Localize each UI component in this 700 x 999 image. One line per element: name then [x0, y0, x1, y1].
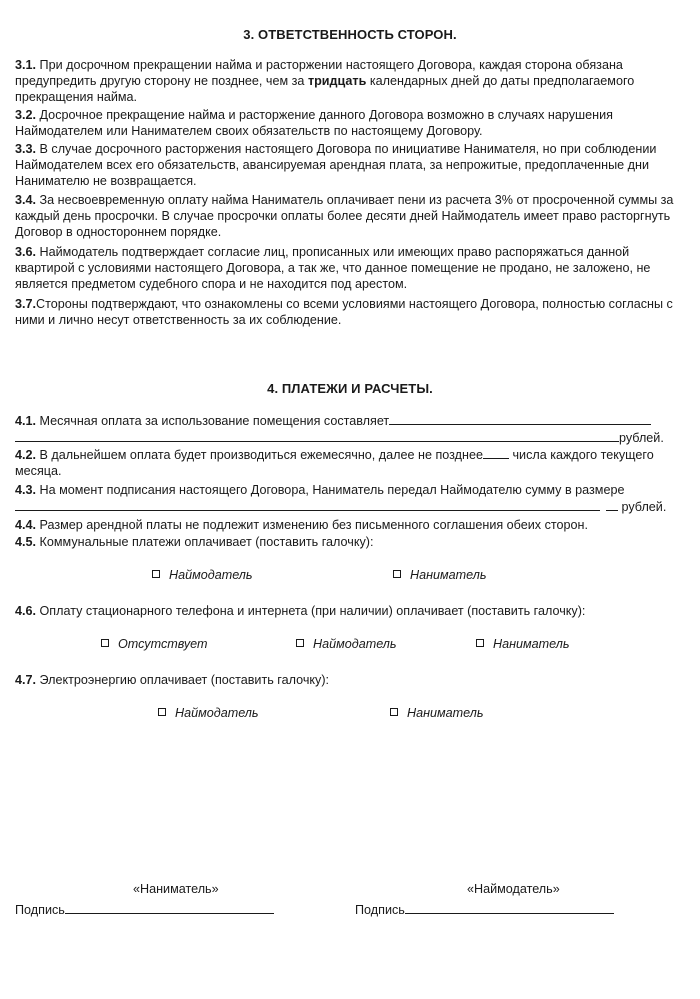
clause-3-3: 3.3. В случае досрочного расторжения настоящего Договора по инициативе Нанимателя, но при соблюдении Наймодателем всех его обязательств, авансируемая арендная плата, за непрожитые, предоплаченные дни Нанимателю не возвращается.: [15, 142, 657, 188]
clause-4-4: 4.4. Размер арендной платы не подлежит изменению без письменного соглашения обеих сторон.: [15, 518, 588, 532]
clause-4-7: 4.7. Электроэнергию оплачивает (поставить галочку):: [15, 673, 330, 687]
checkbox-option-tenant[interactable]: Наниматель: [476, 637, 569, 651]
clause-number: 3.7.: [15, 297, 37, 311]
deposit-blank-line[interactable]: [15, 499, 600, 511]
day-blank-line[interactable]: [483, 447, 509, 459]
checkbox-option-tenant[interactable]: Наниматель: [393, 568, 486, 582]
amount-blank-line[interactable]: [389, 413, 651, 425]
clause-3-7: 3.7.Стороны подтверждают, что ознакомлены со всеми условиями настоящего Договора, полностью согласны с ними и лично несут ответственность за их соблюдение.: [15, 297, 673, 327]
clause-4-2: 4.2. В дальнейшем оплата будет производиться ежемесячно, далее не позднее числа каждого текущего месяца.: [15, 448, 654, 478]
checkbox-icon[interactable]: [390, 708, 398, 716]
clause-number: 4.6.: [15, 604, 37, 618]
clause-4-1-cont: рублей.: [15, 430, 687, 446]
clause-4-6: 4.6. Оплату стационарного телефона и интернета (при наличии) оплачивает (поставить галочку):: [15, 604, 586, 618]
checkbox-option-tenant[interactable]: Наниматель: [390, 706, 483, 720]
checkbox-icon[interactable]: [158, 708, 166, 716]
clause-3-4: 3.4. За несвоевременную оплату найма Наниматель оплачивает пени из расчета 3% от просроченной суммы за каждый день просрочки. В случае просрочки оплаты более десяти дней Наймодатель имеет право расторгнуть Договор в одностороннем порядке.: [15, 193, 674, 239]
landlord-signature-line: Подпись: [355, 902, 614, 917]
clause-number: 3.4.: [15, 193, 37, 207]
clause-4-1: 4.1. Месячная оплата за использование помещения составляет: [15, 413, 687, 429]
checkbox-option-landlord[interactable]: Наймодатель: [296, 637, 397, 651]
tenant-signature-title: «Наниматель»: [133, 882, 219, 896]
amount-words-blank-line[interactable]: [15, 430, 619, 442]
clause-3-1: 3.1. При досрочном прекращении найма и расторжении настоящего Договора, каждая сторона обязана предупредить другую сторону не позднее, чем за тридцать календарных дней до даты предполагаемого прекращения найма.: [15, 58, 635, 104]
checkbox-option-landlord[interactable]: Наймодатель: [152, 568, 253, 582]
clause-number: 4.5.: [15, 535, 37, 549]
clause-3-6: 3.6. Наймодатель подтверждает согласие лиц, прописанных или имеющих право распоряжаться данной квартирой с условиями настоящего Договора, а так же, что данное помещение не продано, не заложено, не является предметом судебного спора и не находится под арестом.: [15, 245, 651, 291]
clause-4-3-cont: рублей.: [15, 499, 687, 515]
clause-number: 3.2.: [15, 108, 37, 122]
checkbox-option-none[interactable]: Отсутствует: [101, 637, 208, 651]
section-3-title: 3. ОТВЕТСТВЕННОСТЬ СТОРОН.: [243, 27, 457, 42]
checkbox-icon[interactable]: [101, 639, 109, 647]
clause-number: 4.4.: [15, 518, 37, 532]
clause-4-5: 4.5. Коммунальные платежи оплачивает (поставить галочку):: [15, 535, 374, 549]
clause-number: 3.1.: [15, 58, 37, 72]
section-4-title: 4. ПЛАТЕЖИ И РАСЧЕТЫ.: [267, 381, 433, 396]
checkbox-icon[interactable]: [476, 639, 484, 647]
checkbox-option-landlord[interactable]: Наймодатель: [158, 706, 259, 720]
deposit-blank-short[interactable]: [606, 499, 618, 511]
checkbox-icon[interactable]: [393, 570, 401, 578]
landlord-signature-title: «Наймодатель»: [467, 882, 560, 896]
clause-number: 4.3.: [15, 483, 37, 497]
tenant-signature-field[interactable]: [65, 902, 274, 914]
clause-4-3: 4.3. На момент подписания настоящего Договора, Наниматель передал Наймодателю сумму в размере: [15, 483, 625, 497]
clause-number: 4.1.: [15, 414, 37, 428]
checkbox-icon[interactable]: [296, 639, 304, 647]
clause-3-2: 3.2. Досрочное прекращение найма и расторжение данного Договора возможно в случаях нарушения Наймодателем или Нанимателем своих обязательств по настоящему Договору.: [15, 108, 613, 138]
clause-number: 4.2.: [15, 448, 37, 462]
clause-number: 4.7.: [15, 673, 37, 687]
clause-number: 3.6.: [15, 245, 37, 259]
landlord-signature-field[interactable]: [405, 902, 614, 914]
checkbox-icon[interactable]: [152, 570, 160, 578]
tenant-signature-line: Подпись: [15, 902, 274, 917]
clause-number: 3.3.: [15, 142, 37, 156]
